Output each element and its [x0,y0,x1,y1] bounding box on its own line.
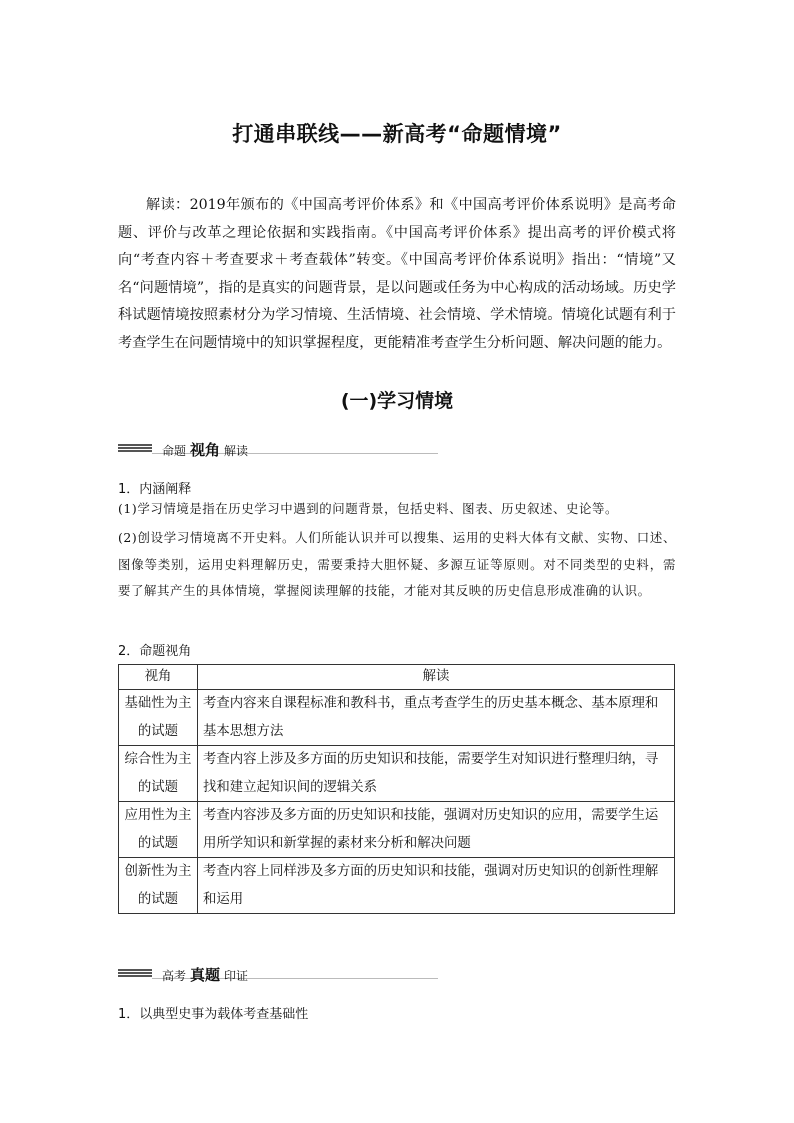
page-title: 打通串联线——新高考“命题情境” [232,122,562,146]
item-heading-connotation: 1．内涵阐释 [118,482,192,497]
table-header-view: 视角 [119,665,198,690]
table-row [119,746,675,802]
table-cell-view: 创新性为主的试题 [119,858,198,914]
item-heading-typical-events: 1．以典型史事为载体考查基础性 [118,1007,309,1022]
table-cell-desc: 考查内容上同样涉及多方面的历史知识和技能，强调对历史知识的创新性理解和运用 [198,858,675,914]
table-row [119,858,675,914]
table-cell-view: 应用性为主的试题 [119,802,198,858]
table-cell-desc: 考查内容来自课程标准和教科书，重点考查学生的历史基本概念、基本原理和基本思想方法 [198,690,675,746]
paragraph-2: (2)创设学习情境离不开史料。人们所能认识并可以搜集、运用的史料大体有文献、实物、口述、图像等类别，运用史料理解历史，需要秉持大胆怀疑、多源互证等原则。对不同类型的史料，需要了解其产生的具体情境，掌握阅读理解的技能，才能对其反映的历史信息形成准确的认识。 [118,530,676,598]
table-cell-view: 基础性为主的试题 [119,690,198,746]
section-banner-view [118,437,438,461]
paragraph-1: (1)学习情境是指在历史学习中遇到的问题背景，包括史料、图表、历史叙述、史论等。 [118,501,619,516]
banner-big-text: 真题 [190,966,221,984]
item-heading-view: 2．命题视角 [118,644,192,659]
banner-right-text: 印证 [224,969,249,983]
table-cell-desc: 考查内容涉及多方面的历史知识和技能，强调对历史知识的应用，需要学生运用所学知识和新掌握的素材来分析和解决问题 [198,802,675,858]
section-title: (一)学习情境 [340,390,454,412]
banner-bar-decoration [118,444,152,453]
banner-left-text: 高考 [162,969,187,983]
banner-right-text: 解读 [224,444,249,458]
table-row [119,802,675,858]
banner-text [162,439,248,460]
intro-paragraph: 解读：2019年颁布的《中国高考评价体系》和《中国高考评价体系说明》是高考命题、评价与改革之理论依据和实践指南。《中国高考评价体系》提出高考的评价模式将向“考查内容＋考查要求＋考查载体”转变。《中国高考评价体系说明》指出：“情境”又名“问题情境”，指的是真实的问题背景，是以问题或任务为中心构成的活动场域。历史学科试题情境按照素材分为学习情境、生活情境、社会情境、学术情境。情境化试题有利于考查学生在问题情境中的知识掌握程度，更能精准考查学生分析问题、解决问题的能力。 [118,197,676,351]
table-header-row [119,665,675,690]
table-row [119,690,675,746]
table-cell-view: 综合性为主的试题 [119,746,198,802]
table-cell-desc: 考查内容上涉及多方面的历史知识和技能，需要学生对知识进行整理归纳，寻找和建立起知识间的逻辑关系 [198,746,675,802]
section-banner-exam [118,962,438,986]
banner-left-text: 命题 [162,444,187,458]
view-table [118,664,675,914]
banner-text [162,964,248,985]
banner-bar-decoration [118,969,152,978]
banner-big-text: 视角 [190,441,221,459]
table-header-desc: 解读 [198,665,675,690]
